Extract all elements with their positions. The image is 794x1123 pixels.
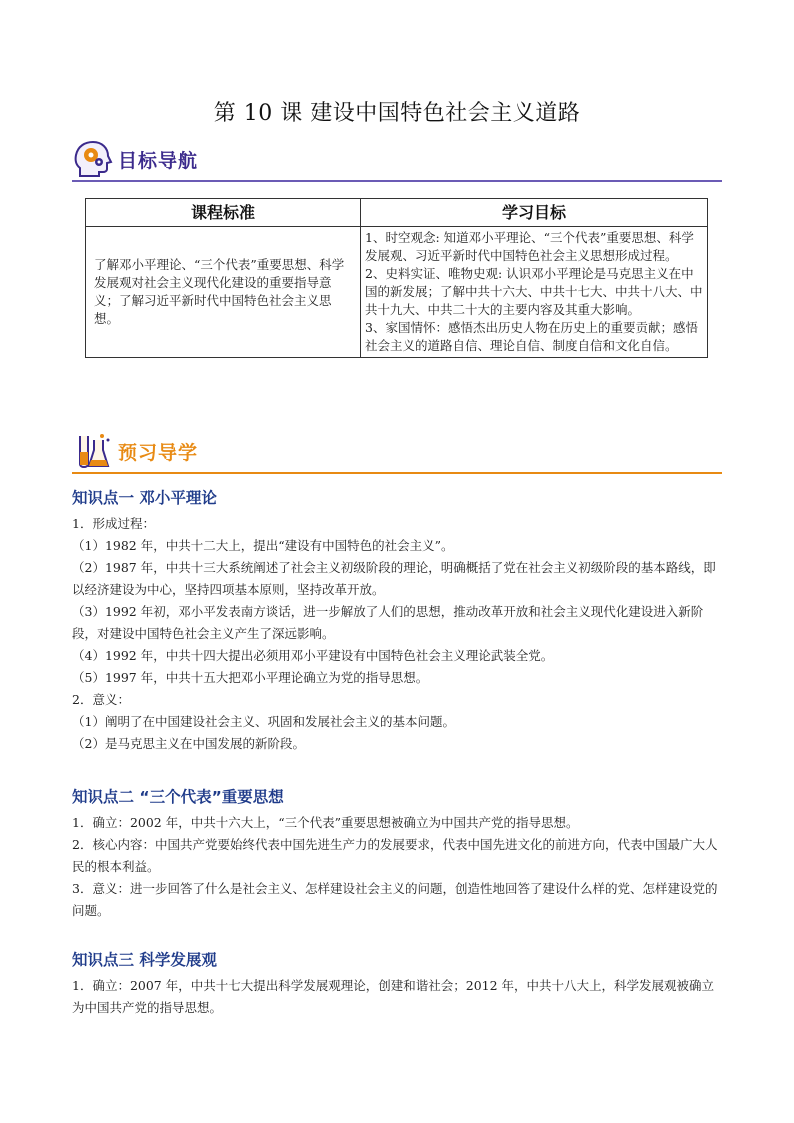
section-rule-goal: [72, 180, 722, 182]
table-header-standard: 课程标准: [86, 199, 361, 227]
lesson-title: 第 10 课 建设中国特色社会主义道路: [213, 101, 581, 126]
paragraph: （5）1997 年，中共十五大把邓小平理论确立为党的指导思想。: [72, 670, 429, 685]
paragraph: 3．意义：进一步回答了什么是社会主义、怎样建设社会主义的问题，创造性地回答了建设什么样的党、怎样建设党的问题。: [72, 881, 718, 918]
knowledge-point-body: [72, 812, 724, 922]
lab-flask-icon: [72, 430, 114, 472]
section-header-preview: [72, 430, 722, 474]
section-header-goal: [72, 138, 722, 182]
goals-cell: [361, 227, 708, 358]
knowledge-point-title: 知识点二 “三个代表”重要思想: [72, 788, 284, 806]
section-rule-preview: [72, 472, 722, 474]
section-label-goal: 目标导航: [118, 150, 199, 172]
head-gears-icon: [72, 138, 114, 180]
paragraph: （4）1992 年，中共十四大提出必须用邓小平建设有中国特色社会主义理论武装全党。: [72, 648, 554, 663]
paragraph: （2）是马克思主义在中国发展的新阶段。: [72, 736, 305, 751]
paragraph: 2．核心内容：中国共产党要始终代表中国先进生产力的发展要求，代表中国先进文化的前进方向，代表中国最广大人民的根本利益。: [72, 837, 718, 874]
knowledge-point-body: [72, 975, 724, 1019]
paragraph: （1）1982 年，中共十二大上，提出“建设有中国特色的社会主义”。: [72, 538, 454, 553]
section-label-preview: 预习导学: [118, 442, 199, 464]
curriculum-table: [85, 198, 708, 358]
table-header-row: [86, 199, 708, 227]
paragraph: 1．确立：2007 年，中共十七大提出科学发展观理论，创建和谐社会；2012 年，中共十八大上，科学发展观被确立为中国共产党的指导思想。: [72, 978, 715, 1015]
goal-item: 2、史料实证、唯物史观: 认识邓小平理论是马克思主义在中国的新发展；了解中共十六大、中共十七大、中共十八大、中共十九大、中共二十大的主要内容及其重大影响。: [365, 266, 703, 317]
knowledge-point-title: 知识点三 科学发展观: [72, 951, 217, 969]
table-header-goals: 学习目标: [361, 199, 708, 227]
goal-item: 1、时空观念: 知道邓小平理论、“三个代表”重要思想、科学发展观、习近平新时代中国特色社会主义思想形成过程。: [365, 230, 694, 263]
paragraph: （3）1992 年初，邓小平发表南方谈话，进一步解放了人们的思想，推动改革开放和社会主义现代化建设进入新阶段，对建设中国特色社会主义产生了深远影响。: [72, 604, 704, 641]
paragraph: 2．意义：: [72, 692, 130, 707]
knowledge-point-title: 知识点一 邓小平理论: [72, 489, 217, 507]
paragraph: （1）阐明了在中国建设社会主义、巩固和发展社会主义的基本问题。: [72, 714, 455, 729]
paragraph: 1．形成过程：: [72, 516, 155, 531]
knowledge-point-body: [72, 513, 724, 755]
goal-item: 3、家国情怀：感悟杰出历史人物在历史上的重要贡献；感悟社会主义的道路自信、理论自信、制度自信和文化自信。: [365, 320, 698, 353]
paragraph: 1．确立：2002 年，中共十六大上，“三个代表”重要思想被确立为中国共产党的指导思想。: [72, 815, 579, 830]
standard-cell: 了解邓小平理论、“三个代表”重要思想、科学发展观对社会主义现代化建设的重要指导意义；了解习近平新时代中国特色社会主义思想。: [86, 227, 361, 358]
table-row: [86, 227, 708, 358]
paragraph: （2）1987 年，中共十三大系统阐述了社会主义初级阶段的理论，明确概括了党在社会主义初级阶段的基本路线，即以经济建设为中心，坚持四项基本原则，坚持改革开放。: [72, 560, 716, 597]
